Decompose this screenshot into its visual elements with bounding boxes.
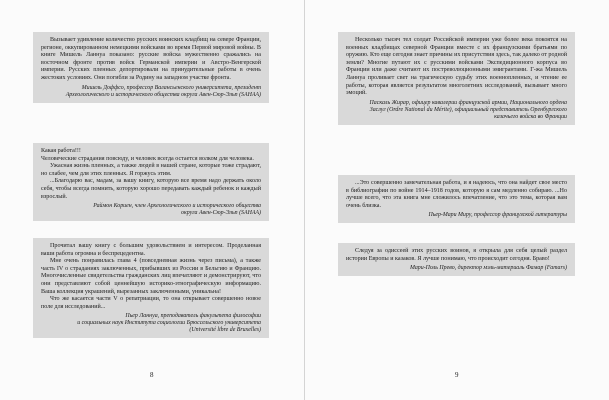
quote-text: Следуя за одиссеей этих русских воинов, я открыла для себя целый раздел истории Европы и казаков. Я лучше понимаю, что происходит сегодня. Браво! — [346, 248, 567, 262]
right-page — [305, 0, 609, 400]
quote-attribution: Мари-Поль Прево, директор мэль-материаль Фамар (Famars) — [410, 265, 567, 272]
review-quote-5 — [338, 175, 575, 223]
quote-attribution: Паскаль Жирар, офицер кавалерии французской армии, Национального ордена Заслуг (Ordre National du Mérite), официальный представитель Оренбургского казачьего войска во Франции — [369, 99, 567, 120]
quote-text: ...Это совершенно замечательная работа, и я надеюсь, что она найдет свое место в библиографии по войне 1914–1918 годов, которую я сам медленно собираю. ...Но лучше всего, что эта книга мне сложилось впечатление, что это тема, которая вам очень близка. — [346, 180, 567, 209]
quote-attribution: Мишель Доффсо, профессор Валансьенского университета, президент Археологического и исторического общества округа Авен-Сюр-Эльп (SAHAA) — [65, 84, 261, 98]
quote-attribution: Раймон Кориен, член Археологического и исторического общества округа Авен-Сюр-Эльп (SAHAA) — [93, 203, 261, 217]
review-quote-4 — [338, 32, 575, 125]
quote-text: Человеческие страдания повсюду, и человек всегда остается волком для человека. — [41, 155, 254, 162]
quote-text: Несколько тысяч тел солдат Российской империи уже более века покоятся на военных кладбищах северной Франции вместе с их французскими братьями по оружию. Кто еще сегодня знает причины их присутствия здесь, так далеко от родной земли? Многие путают их с русскими войсками Экспедиционного корпуса во Франции или даже считают их постреволюционными эмигрантами. Г-жа Мишель Ланнуа проливает свет на трагическую судьбу этих военнопленных, и чтение ее работы, которая является результатом многолетних исследований, вызывает много эмоций. — [346, 37, 568, 97]
review-quote-2 — [33, 143, 269, 221]
quote-text: Ужасная жизнь пленных, а также людей в нашей стране, которые тоже страдают, но слабее, чем для этих пленных. Я горжусь этим. — [41, 163, 261, 177]
page-number: 8 — [150, 371, 154, 379]
left-page — [0, 0, 304, 400]
quote-attribution: Пьер Ланнуа, преподаватель факультета философии и социальных наук Института социологии Брюссельского университета (Université libre de Bruxelles) — [77, 313, 261, 334]
review-quote-1 — [33, 32, 269, 103]
quote-text: Какая работа!!! — [41, 148, 81, 154]
quote-text: Мне очень понравилась глава 4 (повседневная жизнь через письма), а также часть IV о страданиях заключенных, прибывших из России в Бельгию и Францию. Многочисленные свидетельства гражданских лиц впечатляют и демонстрируют, что они представляют собой ценнейшую историко-этнографическую информацию. Ваша коллекция украшений, вырезанных заключенными, уникальна! — [41, 258, 261, 295]
quote-text: Что же касается части V о репатриации, то она открывает совершенно новое поле для исследований... — [41, 296, 261, 310]
quote-text: ...Благодарю вас, мадам, за вашу книгу, которую все время надо держать около себя, чтобы всегда помнить, которую хорошо передавать каждый ребенок и каждый взрослый. — [41, 178, 261, 200]
page-number: 9 — [455, 371, 459, 379]
review-quote-3 — [33, 238, 269, 338]
quote-text: Вызывает удивление количество русских воинских кладбищ на севере Франции, регионе, оккупированном немецкими войсками во время Первой мировой войны. В книге Мишель Ланнуа показано: русские войска мужественно сражались на восточном фронте против войск Германской империи и Австро-Венгерской империи. Русских пленных депортировали на принудительные работы в очень жестоких условиях. Они погибли за Родину на западном участке фронта. — [41, 37, 261, 81]
quote-attribution: Пьер-Мари Миру, профессор французской литературы — [428, 212, 567, 219]
review-quote-6 — [338, 243, 575, 276]
quote-text: Прочитал вашу книгу с большим удовольствием и интересом. Проделанная ваши работа огромна и беспрецедентна. — [41, 243, 261, 257]
